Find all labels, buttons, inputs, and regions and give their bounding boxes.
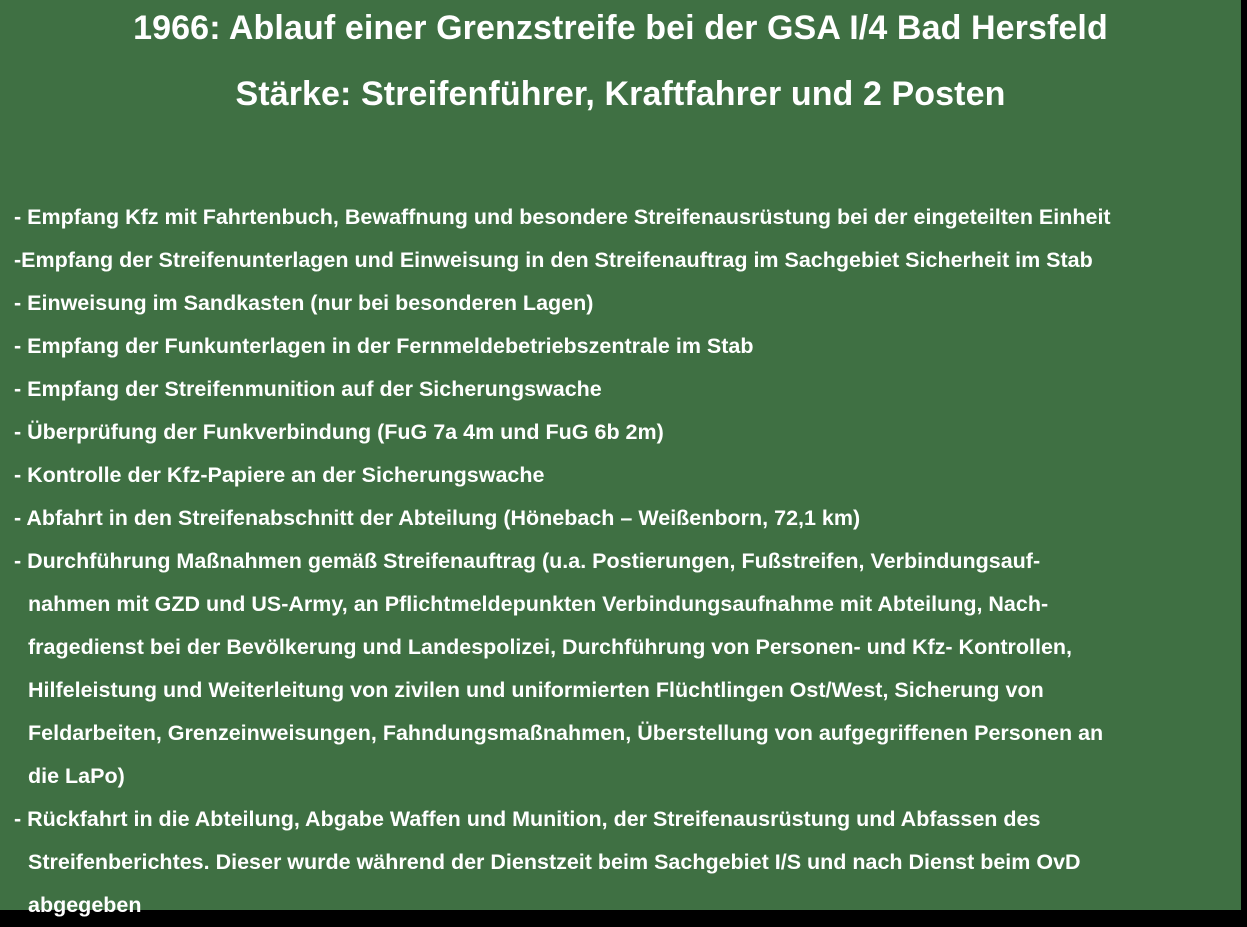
list-item [14, 454, 1238, 497]
procedure-list [14, 196, 1238, 927]
list-item [14, 282, 1238, 325]
list-item-text: Kontrolle der Kfz-Papiere an der Sicherungswache [27, 463, 545, 487]
list-item [14, 497, 1238, 540]
list-item-text: Abfahrt in den Streifenabschnitt der Abteilung (Hönebach – Weißenborn, 72,1 km) [26, 506, 861, 530]
list-marker: - [14, 205, 28, 229]
slide-subtitle: Stärke: Streifenführer, Kraftfahrer und 2 Posten [235, 75, 1006, 113]
list-item [14, 411, 1238, 454]
list-item-text: Empfang der Streifenmunition auf der Sicherungswache [27, 377, 602, 401]
list-item [14, 325, 1238, 368]
list-item-line [14, 540, 1238, 583]
list-item-line: Streifenberichtes. Dieser wurde während der Dienstzeit beim Sachgebiet I/S und nach Dienst beim OvD [28, 850, 1081, 874]
list-marker: - [14, 463, 28, 487]
list-item [14, 368, 1238, 411]
list-marker: - [14, 248, 22, 272]
list-item-text: Rückfahrt in die Abteilung, Abgabe Waffen und Munition, der Streifenausrüstung und Abfassen des [27, 807, 1041, 831]
list-item [14, 196, 1238, 239]
list-item-line: Feldarbeiten, Grenzeinweisungen, Fahndungsmaßnahmen, Überstellung von aufgegriffenen Personen an [28, 721, 1104, 745]
list-item-measures [14, 540, 1238, 798]
list-item-line: die LaPo) [28, 764, 125, 788]
list-item-text: Empfang der Funkunterlagen in der Fernmeldebetriebszentrale im Stab [27, 334, 754, 358]
list-item-line: abgegeben [28, 893, 142, 917]
list-item-text: Empfang Kfz mit Fahrtenbuch, Bewaffnung und besondere Streifenausrüstung bei der eingeteilten Einheit [27, 205, 1111, 229]
list-marker: - [14, 291, 28, 315]
list-marker: - [14, 549, 28, 573]
list-item-line: Hilfeleistung und Weiterleitung von zivilen und uniformierten Flüchtlingen Ost/West, Sicherung von [28, 678, 1044, 702]
list-marker: - [14, 420, 28, 444]
list-item [14, 239, 1238, 282]
list-item-return-trip [14, 798, 1238, 927]
list-marker: - [14, 807, 28, 831]
list-item-text: Überprüfung der Funkverbindung (FuG 7a 4m und FuG 6b 2m) [27, 420, 664, 444]
slide-title: 1966: Ablauf einer Grenzstreife bei der GSA I/4 Bad Hersfeld [133, 9, 1108, 47]
list-item-text: Einweisung im Sandkasten (nur bei besonderen Lagen) [27, 291, 594, 315]
list-marker: - [14, 506, 27, 530]
list-item-line: nahmen mit GZD und US-Army, an Pflichtmeldepunkten Verbindungsaufnahme mit Abteilung, Nach- [28, 592, 1049, 616]
list-item-line [14, 798, 1238, 841]
list-marker: - [14, 334, 28, 358]
list-item-text: Durchführung Maßnahmen gemäß Streifenauftrag (u.a. Postierungen, Fußstreifen, Verbindungsauf- [27, 549, 1041, 573]
list-marker: - [14, 377, 28, 401]
list-item-text: Empfang der Streifenunterlagen und Einweisung in den Streifenauftrag im Sachgebiet Sicherheit im Stab [21, 248, 1093, 272]
list-item-line: fragedienst bei der Bevölkerung und Landespolizei, Durchführung von Personen- und Kfz- Kontrollen, [28, 635, 1073, 659]
